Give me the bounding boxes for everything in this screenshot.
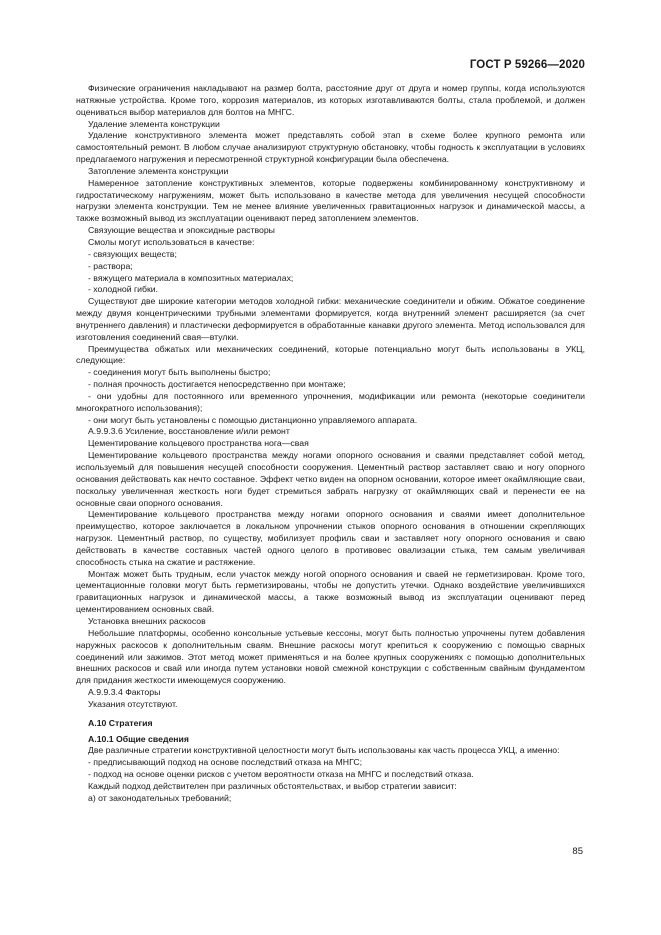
subheading: Установка внешних раскосов	[88, 615, 206, 626]
paragraph: Каждый подход действителен при различных обстоятельствах, и выбор стратегии зависит:	[88, 780, 457, 791]
subheading: Связующие вещества и эпоксидные растворы	[88, 225, 275, 236]
paragraph: Указания отсутствуют.	[88, 698, 178, 709]
paragraph: Смолы могут использоваться в качестве:	[88, 236, 255, 247]
document-code-header: ГОСТ Р 59266—2020	[469, 59, 585, 71]
subheading: Затопление элемента конструкции	[88, 165, 229, 176]
paragraph: Цементирование кольцевого пространства между ногами опорного основания и сваями представляет собой метод, используемый для повышения несущей способности сооружения. Цементный раствор заставляет сваю и ногу опорного основания действовать как нечто составное. Эффект четко виден на опорном основании, которое имеет окаймляющие сваи, поскольку увеличенная жесткость ноги будет стремиться забрать нагрузку от окаймляющих свай и перенести ее на основные сваи опорного основания.	[76, 450, 585, 508]
list-item: - подход на основе оценки рисков с учетом вероятности отказа на МНГС и последствий отказа.	[88, 769, 474, 780]
subheading: Удаление элемента конструкции	[88, 118, 220, 129]
list-item: - предписывающий подход на основе последствий отказа на МНГС;	[88, 757, 363, 768]
paragraph: Намеренное затопление конструктивных элементов, которые подвержены комбинированному конструктивному и гидростатическому нагружениям, может быть использовано в качестве метода для увеличения несущей способности нагрузки элемента конструкции. Тем не менее влияние увеличенных гравитационных нагрузок и динамической массы, а также возможный вывод из эксплуатации оценивают перед затоплением элементов.	[76, 177, 585, 224]
subsection-heading: А.10.1 Общие сведения	[88, 733, 189, 744]
list-item: - холодной гибки.	[88, 284, 159, 295]
clause-number: А.9.9.3.6 Усиление, восстановление и/или ремонт	[88, 426, 290, 437]
paragraph: Существуют две широкие категории методов холодной гибки: механические соединители и обжим. Обжатое соединение между двумя концентрическими трубными элементами формируется, когда внутренний элемент расширяется (за счет внутреннего давления) и пластически деформируется в обработанные канавки другого элемента. Метод использовался для изготовления соединений свая—втулки.	[76, 296, 585, 342]
paragraph: Небольшие платформы, особенно консольные устьевые кессоны, могут быть полностью упрочнены путем добавления наружных раскосов к дополнительным сваям. Внешние раскосы могут крепиться к сооружению с помощью сварных соединений или зажимов. Этот метод может применяться и на более крупных сооружениях с помощью дополнительных внешних раскосов и свай или иногда путем установки новой смежной конструкции с собственным свайным фундаментом для придания жесткости имеющемуся сооружению.	[76, 627, 585, 686]
list-item: - раствора;	[88, 260, 133, 271]
clause-number: А.9.9.3.4 Факторы	[88, 687, 161, 698]
list-item: - связующих веществ;	[88, 248, 177, 259]
list-item: а) от законодательных требований;	[88, 792, 232, 803]
list-item: - вяжущего материала в композитных материалах;	[88, 272, 294, 283]
list-item: - они удобны для постоянного или временного упрочнения, модификации или ремонта (некоторые соединители многократного использования);	[76, 390, 585, 413]
paragraph: Физические ограничения накладывают на размер болта, расстояние друг от друга и номер группы, когда используются натяжные устройства. Кроме того, коррозия материалов, из которых изготавливаются болты, стала проблемой, и должен оцениваться выбор материалов для болтов на МНГС.	[76, 83, 585, 117]
section-heading: А.10 Стратегия	[88, 717, 153, 728]
page-number: 85	[572, 846, 583, 857]
list-item: - соединения могут быть выполнены быстро;	[88, 367, 271, 378]
paragraph: Две различные стратегии конструктивной целостности могут быть использованы как часть процесса УКЦ, а именно:	[88, 745, 560, 756]
paragraph: Цементирование кольцевого пространства между ногами опорного основания и сваями имеет дополнительное преимущество, которое заключается в локальном упрочнении стыков опорного основания в отношении скрепляющих нагрузок. Цементный раствор, по существу, мобилизует профиль сваи и заставляет ногу опорного основания и сваю действовать в качестве составных частей одного целого в противовес овализации стыка, тем самым увеличивая способность стыка на сжатие и растяжение.	[76, 509, 585, 567]
list-item: - полная прочность достигается непосредственно при монтаже;	[88, 379, 346, 390]
list-item: - они могут быть установлены с помощью дистанционно управляемого аппарата.	[88, 414, 418, 425]
subheading: Цементирование кольцевого пространства нога—свая	[88, 438, 309, 449]
paragraph: Преимущества обжатых или механических соединений, которые потенциально могут быть использованы в УКЦ, следующие:	[76, 343, 585, 366]
paragraph: Монтаж может быть трудным, если участок между ногой опорного основания и сваей не герметизирован. Кроме того, цементационные головки могут быть герметизированы, чтобы не допустить утечки. Однако воздействие увеличившихся гравитационных нагрузок и динамической массы, а также возможный вывод из эксплуатации оценивают перед цементированием основных свай.	[76, 568, 585, 615]
document-body	[76, 83, 585, 805]
paragraph: Удаление конструктивного элемента может представлять собой этап в схеме более крупного ремонта или самостоятельный ремонт. В любом случае анализируют структурную обстановку, чтобы годность к эксплуатации в условиях предлагаемого нагружения и пересмотренной структурной конфигурации была обеспечена.	[76, 130, 585, 165]
